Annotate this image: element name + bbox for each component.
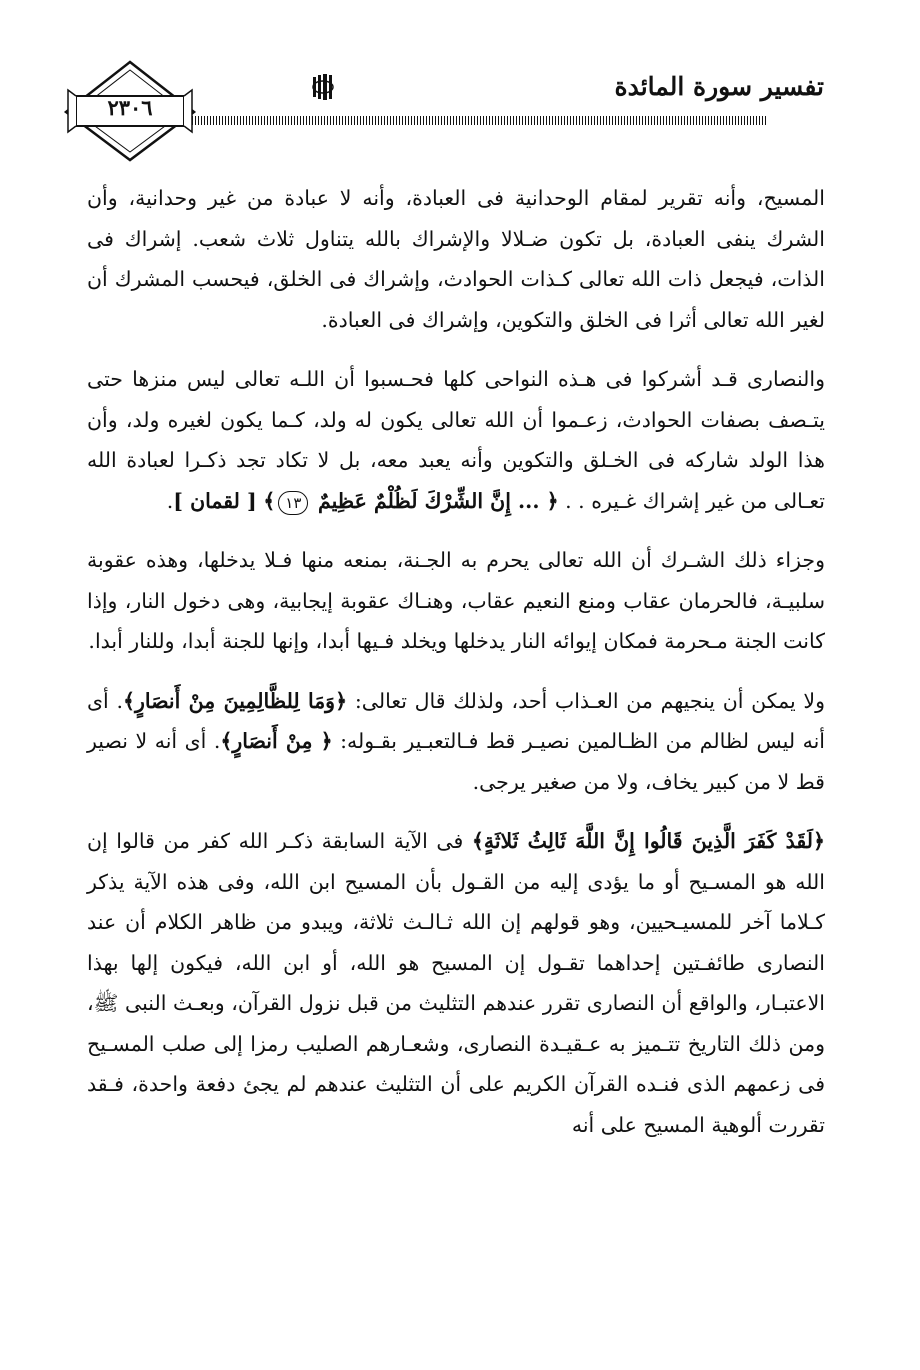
text-segment: . أى أنه ليس لظالم من الظـالمين نصيـر قط فـالتعبـير بقـوله:	[87, 688, 825, 753]
text-segment: المسيح، وأنه تقرير لمقام الوحدانية فى العبادة، وأنه لا عبادة من غير وحدانية، وأن الشرك ينفى العبادة، بل تكون ضـلالا والإشراك بالله يتناول ثلاث شعب. إشراك فى الذات، فيجعل ذات الله تعالى كـذات الحوادث، وإشراك فى الخلق، فيحسب المشرك أن لغير الله تعالى أثرا فى الخلق والتكوين، وإشراك فى العبادة.	[87, 186, 825, 332]
text-segment: .	[166, 488, 174, 513]
text-segment: ولا يمكن أن ينجيهم من العـذاب أحد، ولذلك قال تعالى:	[354, 688, 825, 713]
quran-quote: ﴿وَمَا لِلظَّالِمِينَ مِنْ أَنصَارٍ﴾	[123, 688, 348, 713]
page-number: ٢٣٠٦	[107, 95, 153, 120]
surah-reference: [ لقمان ]	[173, 488, 257, 513]
paragraph-4	[87, 681, 825, 803]
ornament-icon	[312, 74, 334, 100]
text-segment: فى الآية السابقة ذكـر الله كفر من قالوا إن الله هو المسـيح أو ما يؤدى إليه من القـول بأن المسيح ابن الله، وفى هذه الآية يذكر كـلاما آخر للمسيـحيين، وهو قولهم إن الله ثـالـث ثلاثة، ويبدو من ظاهر الكلام أن عند النصارى طائفـتين إحداهما تقـول إن المسيح هو الله، أو ابن الله، فيكون إلها بهذا الاعتبـار، والواقع أن النصارى تقرر عندهم التثليث من قبل نزول القرآن، وبعـث النبى ﷺ، ومن ذلك التاريخ تتـميز به عـقيـدة النصارى، وشعـارهم الصليب رمزا إلى صلب المسـيح فى زعمهم الذى فنـده القرآن الكريم على أن التثليث عندهم لم يجئ دفعة واحدة، فـقد تقررت ألوهية المسيح على أنه	[87, 829, 825, 1137]
ayah-number: ١٣	[278, 491, 308, 515]
page-body	[87, 178, 825, 1145]
paragraph-2	[87, 359, 825, 521]
text-segment: والنصارى قـد أشركوا فى هـذه النواحى كلها فحـسبوا أن اللـه تعالى ليس منزها حتى يتـصف بصفات الحوادث، زعـموا أن الله تعالى يكون له ولد، كـما يكون لغيره ولد، وأن هذا الولد شاركه فى الخـلق والتكوين وأنه يعبد معه، بل لا تكاد تجد ذكـرا لعبادة الله تعـالى من غير إشراك غـيره . .	[87, 367, 825, 513]
quran-quote: ﴿ ... إِنَّ الشِّرْكَ لَظُلْمٌ عَظِيمٌ	[317, 488, 559, 513]
paragraph-3	[87, 540, 825, 662]
quran-quote: ﴿لَقَدْ كَفَرَ الَّذِينَ قَالُوا إِنَّ اللَّهَ ثَالِثُ ثَلاثَةٍ﴾	[471, 829, 825, 853]
paragraph-1	[87, 178, 825, 340]
text-segment: وجزاء ذلك الشـرك أن الله تعالى يحرم به الجـنة، بمنعه منها فـلا يدخلها، وهذه عقوبة سلبيـة، فالحرمان عقاب ومنع النعيم عقاب، وهنـاك عقوبة إيجابية، وهى دخول النار، وإذا كانت الجنة مـحرمة فمكان إيوائه النار يدخلها ويخلد فـيها أبدا، وإنها للجنة أبدا، وللنار أبدا.	[87, 548, 825, 653]
header-rule	[108, 116, 768, 125]
paragraph-5	[87, 821, 825, 1145]
page-header	[0, 0, 920, 170]
quran-quote: ﴿ مِنْ أَنصَارٍ﴾	[220, 729, 333, 753]
text-segment: . أى أنه لا نصير قط لا من كبير يخاف، ولا من صغير يرجى.	[87, 729, 825, 794]
quran-quote-close: ﴾	[263, 488, 276, 513]
running-title: تفسير سورة المائدة	[614, 72, 824, 101]
